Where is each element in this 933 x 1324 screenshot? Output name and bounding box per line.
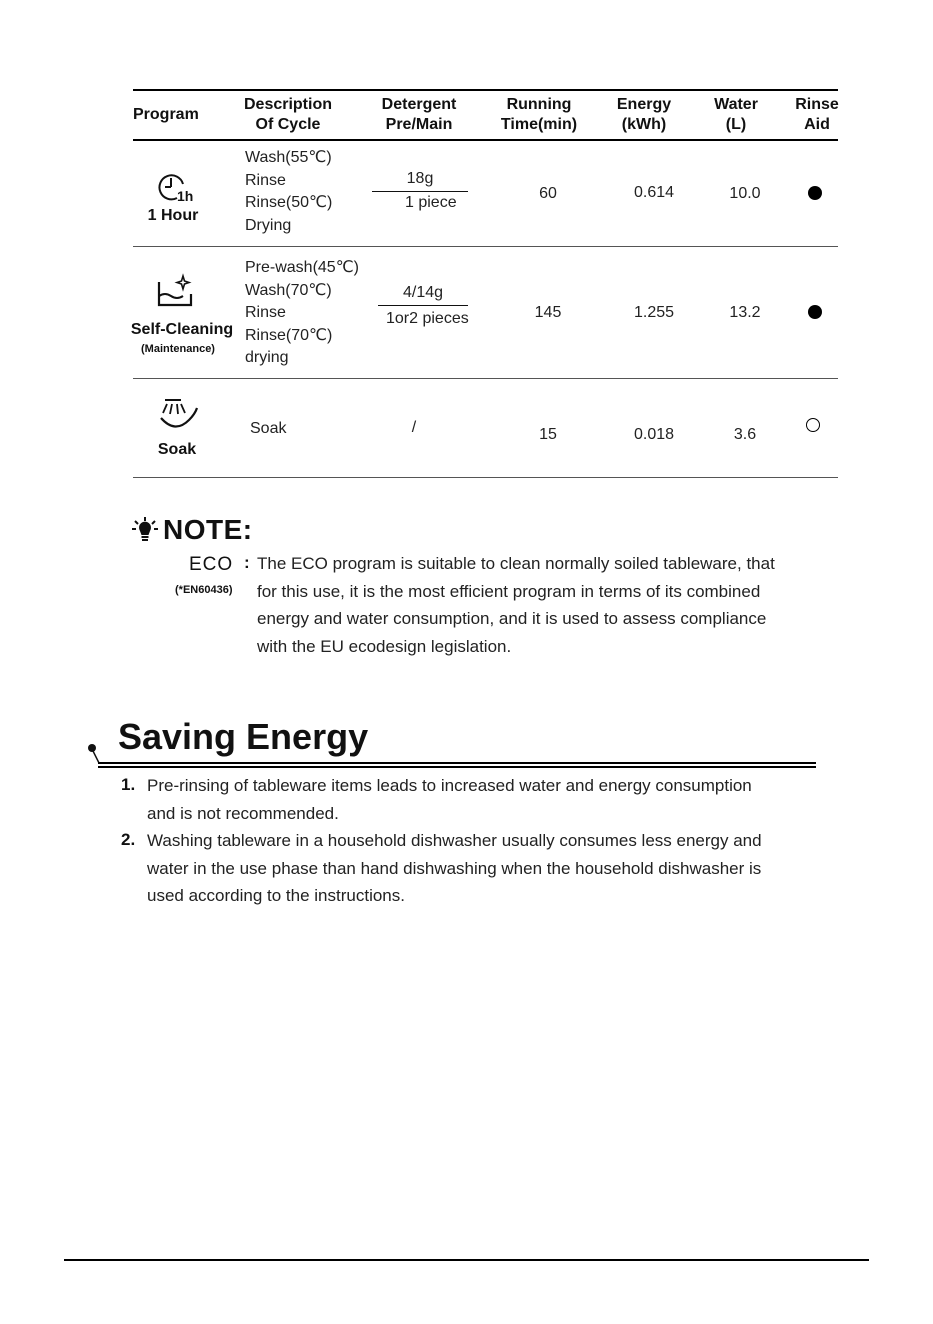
header-running-time: Running Time(min) — [500, 96, 578, 133]
lightbulb-icon — [131, 516, 159, 549]
self-cleaning-tub-icon — [155, 272, 195, 313]
water-value: 13.2 — [729, 304, 761, 321]
note-text: The ECO program is suitable to clean normally soiled tableware, that for this use, it is the most efficient program in terms of its combined energy and water consumption, and it is used to assess compliance with the EU ecodesign legislation. — [257, 554, 775, 656]
program-subtitle: (Maintenance) — [141, 343, 215, 355]
header-bottom-rule — [133, 139, 838, 141]
rinse-aid-filled-indicator — [808, 186, 822, 200]
energy-value: 0.018 — [633, 426, 675, 443]
list-text: Washing tableware in a household dishwasher usually consumes less energy and water in the use phase than hand dishwashing when the household dishwasher is used according to the instructions. — [147, 831, 762, 905]
rinse-aid-filled-indicator — [808, 305, 822, 319]
running-time: 60 — [539, 185, 557, 202]
water-value: 10.0 — [729, 185, 761, 202]
soak-spray-icon — [157, 396, 201, 439]
program-name: 1 Hour — [147, 207, 199, 224]
row-divider — [133, 378, 838, 379]
header-rinse-aid: Rinse Aid — [795, 96, 839, 133]
row-divider — [133, 246, 838, 247]
detergent-pre: 18g — [406, 170, 434, 187]
running-time: 15 — [539, 426, 557, 443]
list-number: 2. — [121, 830, 136, 849]
table-top-rule — [133, 89, 838, 91]
detergent-pre: 4/14g — [402, 284, 444, 301]
section-bullet-icon — [86, 742, 102, 773]
svg-text:1h: 1h — [177, 188, 194, 204]
note-title: NOTE: — [163, 514, 253, 545]
detergent-value: / — [411, 419, 417, 436]
eco-label: ECO — [189, 554, 234, 575]
table-bottom-rule — [133, 477, 838, 478]
eco-standard-label: (*EN60436) — [175, 584, 233, 596]
energy-value: 1.255 — [633, 304, 675, 321]
cycle-description: Soak — [250, 420, 287, 437]
fraction-bar — [372, 191, 468, 192]
header-detergent: Detergent Pre/Main — [381, 96, 457, 133]
fraction-bar — [378, 305, 468, 306]
cycle-description: Pre-wash(45℃) Wash(70℃) Rinse Rinse(70℃) drying — [245, 259, 359, 366]
title-underline-top — [98, 762, 816, 764]
header-program: Program — [133, 106, 199, 123]
header-water: Water (L) — [714, 96, 758, 133]
clock-1h-icon — [155, 170, 195, 209]
header-description: Description Of Cycle — [243, 96, 332, 133]
rinse-aid-empty-indicator — [806, 418, 820, 432]
cycle-description: Wash(55℃) Rinse Rinse(50℃) Drying — [245, 149, 333, 234]
detergent-main: 1or2 pieces — [386, 310, 469, 327]
footer-rule — [64, 1259, 869, 1261]
note-colon: : — [244, 553, 250, 572]
energy-value: 0.614 — [633, 184, 675, 201]
header-energy: Energy (kWh) — [616, 96, 672, 133]
title-underline-bottom — [98, 766, 816, 768]
program-name: Soak — [157, 441, 197, 458]
list-text: Pre-rinsing of tableware items leads to increased water and energy consumption and is not recommended. — [147, 776, 752, 823]
water-value: 3.6 — [733, 426, 757, 443]
detergent-main: 1 piece — [405, 194, 457, 211]
program-name: Self-Cleaning — [130, 321, 234, 338]
section-title: Saving Energy — [118, 716, 369, 757]
list-number: 1. — [121, 775, 136, 794]
running-time: 145 — [534, 304, 562, 321]
